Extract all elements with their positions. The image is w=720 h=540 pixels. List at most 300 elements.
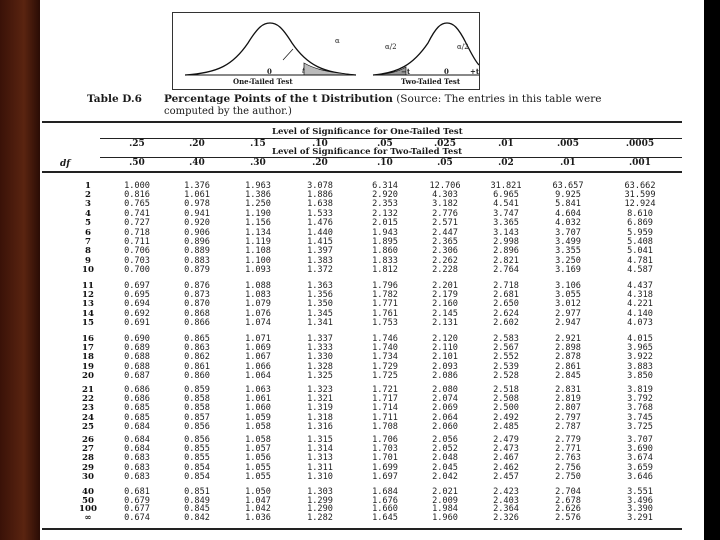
two-tailed-alpha-header: .05 xyxy=(437,158,453,168)
df-cell: 28 xyxy=(82,453,94,464)
t-value-cell: 0.860 xyxy=(184,370,210,381)
t-value-cell: 1.290 xyxy=(307,504,333,515)
t-value-cell: 1.303 xyxy=(307,487,333,497)
t-value-cell: 0.703 xyxy=(124,255,150,266)
t-value-cell: 1.341 xyxy=(307,317,333,328)
t-value-cell: 1.134 xyxy=(245,228,271,238)
t-value-cell: 3.250 xyxy=(555,255,581,266)
t-value-cell: 1.734 xyxy=(372,352,398,363)
t-value-cell: 1.721 xyxy=(372,385,398,395)
df-cell: ∞ xyxy=(84,512,92,523)
t-value-cell: 1.063 xyxy=(245,385,271,395)
t-value-cell: 0.686 xyxy=(124,385,150,395)
t-value-cell: 0.863 xyxy=(184,343,210,354)
t-value-cell: 6.314 xyxy=(372,181,398,191)
t-value-cell: 1.725 xyxy=(372,370,398,381)
t-value-cell: 3.819 xyxy=(627,385,653,395)
t-value-cell: 2.201 xyxy=(432,281,458,291)
t-value-cell: 1.782 xyxy=(372,290,398,301)
t-value-cell: 0.695 xyxy=(124,290,150,301)
t-value-cell: 1.315 xyxy=(307,435,333,445)
df-cell: 15 xyxy=(82,317,94,328)
t-value-cell: 1.684 xyxy=(372,487,398,497)
plus-t-label: +t xyxy=(470,67,480,76)
t-value-cell: 1.055 xyxy=(245,471,271,482)
t-value-cell: 0.694 xyxy=(124,299,150,310)
t-value-cell: 3.725 xyxy=(627,421,653,432)
t-value-cell: 1.729 xyxy=(372,361,398,372)
df-cell: 8 xyxy=(85,246,91,257)
t-value-cell: 0.879 xyxy=(184,264,210,275)
t-value-cell: 2.093 xyxy=(432,361,458,372)
t-value-cell: 3.646 xyxy=(627,471,653,482)
two-tailed-alpha-header: .20 xyxy=(312,158,328,168)
t-value-cell: 1.706 xyxy=(372,435,398,445)
t-value-cell: 0.856 xyxy=(184,435,210,445)
t-value-cell: 1.058 xyxy=(245,421,271,432)
df-cell: 17 xyxy=(82,343,94,354)
t-value-cell: 1.328 xyxy=(307,361,333,372)
t-value-cell: 0.700 xyxy=(124,264,150,275)
t-value-cell: 2.120 xyxy=(432,334,458,344)
t-value-cell: 2.704 xyxy=(555,487,581,497)
df-cell: 30 xyxy=(82,471,94,482)
df-cell: 12 xyxy=(82,290,94,301)
t-value-cell: 0.683 xyxy=(124,462,150,473)
t-value-cell: 1.088 xyxy=(245,281,271,291)
t-value-cell: 0.685 xyxy=(124,412,150,423)
t-value-cell: 2.861 xyxy=(555,361,581,372)
t-value-cell: 1.093 xyxy=(245,264,271,275)
t-value-cell: 0.718 xyxy=(124,228,150,238)
t-value-cell: 0.683 xyxy=(124,453,150,464)
t-value-cell: 2.042 xyxy=(432,471,458,482)
t-value-cell: 2.977 xyxy=(555,308,581,319)
t-value-cell: 2.583 xyxy=(493,334,519,344)
t-value-cell: 2.764 xyxy=(493,264,519,275)
t-value-cell: 3.792 xyxy=(627,394,653,405)
t-value-cell: 63.657 xyxy=(552,181,584,191)
t-value-cell: 1.066 xyxy=(245,361,271,372)
t-value-cell: 0.858 xyxy=(184,394,210,405)
t-value-cell: 1.699 xyxy=(372,462,398,473)
t-value-cell: 0.690 xyxy=(124,334,150,344)
t-value-cell: 1.397 xyxy=(307,246,333,257)
t-value-cell: 1.057 xyxy=(245,444,271,455)
t-value-cell: 0.686 xyxy=(124,394,150,405)
table-title xyxy=(164,93,601,105)
t-value-cell: 1.060 xyxy=(245,403,271,414)
t-value-cell: 0.697 xyxy=(124,281,150,291)
t-value-cell: 1.047 xyxy=(245,495,271,506)
t-value-cell: 3.055 xyxy=(555,290,581,301)
two-tailed-alpha-header: .01 xyxy=(560,158,576,168)
t-value-cell: 1.119 xyxy=(245,237,271,248)
df-cell: 19 xyxy=(82,361,94,372)
df-cell: 50 xyxy=(82,495,94,506)
t-value-cell: 2.473 xyxy=(493,444,519,455)
t-value-cell: 2.015 xyxy=(372,217,398,228)
t-value-cell: 1.311 xyxy=(307,462,333,473)
two-tailed-alpha-header: .50 xyxy=(129,158,145,168)
t-value-cell: 1.833 xyxy=(372,255,398,266)
t-value-cell: 3.707 xyxy=(555,228,581,238)
document-page xyxy=(40,0,704,540)
df-cell: 23 xyxy=(82,403,94,414)
t-value-cell: 0.906 xyxy=(184,228,210,238)
t-value-cell: 2.457 xyxy=(493,471,519,482)
t-value-cell: 3.674 xyxy=(627,453,653,464)
t-value-cell: 2.756 xyxy=(555,462,581,473)
t-value-cell: 1.330 xyxy=(307,352,333,363)
t-value-cell: 0.842 xyxy=(184,512,210,523)
t-value-cell: 2.821 xyxy=(493,255,519,266)
t-value-cell: 1.071 xyxy=(245,334,271,344)
t-value-cell: 0.692 xyxy=(124,308,150,319)
df-cell: 18 xyxy=(82,352,94,363)
t-value-cell: 5.959 xyxy=(627,228,653,238)
t-value-cell: 1.337 xyxy=(307,334,333,344)
two-tailed-alpha-header: .30 xyxy=(250,158,266,168)
t-value-cell: 0.857 xyxy=(184,412,210,423)
t-value-cell: 0.684 xyxy=(124,435,150,445)
t-value-cell: 2.787 xyxy=(555,421,581,432)
t-value-cell: 0.941 xyxy=(184,208,210,219)
t-value-cell: 1.250 xyxy=(245,199,271,210)
t-value-cell: 0.865 xyxy=(184,334,210,344)
t-value-cell: 2.681 xyxy=(493,290,519,301)
t-value-cell: 0.845 xyxy=(184,504,210,515)
two-tailed-caption: Two-Tailed Test xyxy=(401,77,461,86)
t-value-cell: 0.706 xyxy=(124,246,150,257)
t-value-cell: 5.841 xyxy=(555,199,581,210)
one-tailed-level-label: Level of Significance for One-Tailed Test xyxy=(272,127,463,137)
t-value-cell: 6.965 xyxy=(493,190,519,201)
t-value-cell: 2.650 xyxy=(493,299,519,310)
t-value-cell: 2.576 xyxy=(555,512,581,523)
t-value-cell: 1.100 xyxy=(245,255,271,266)
t-value-cell: 2.539 xyxy=(493,361,519,372)
t-value-cell: 2.624 xyxy=(493,308,519,319)
t-value-cell: 3.106 xyxy=(555,281,581,291)
t-value-cell: 1.064 xyxy=(245,370,271,381)
t-value-cell: 0.854 xyxy=(184,462,210,473)
t-value-cell: 2.086 xyxy=(432,370,458,381)
t-value-cell: 2.797 xyxy=(555,412,581,423)
t-value-cell: 1.067 xyxy=(245,352,271,363)
t-value-cell: 12.706 xyxy=(429,181,461,191)
t-value-cell: 2.898 xyxy=(555,343,581,354)
df-cell: 29 xyxy=(82,462,94,473)
df-cell: 13 xyxy=(82,299,94,310)
t-value-cell: 2.508 xyxy=(493,394,519,405)
one-tailed-alpha-header: .025 xyxy=(434,139,456,149)
t-value-cell: 0.855 xyxy=(184,453,210,464)
df-cell: 1 xyxy=(85,181,91,191)
t-value-cell: 1.895 xyxy=(372,237,398,248)
t-value-cell: 5.041 xyxy=(627,246,653,257)
t-value-cell: 1.714 xyxy=(372,403,398,414)
t-value-cell: 0.873 xyxy=(184,290,210,301)
t-value-cell: 31.599 xyxy=(624,190,656,201)
two-tailed-alpha-header: .001 xyxy=(629,158,651,168)
df-cell: 11 xyxy=(82,281,94,291)
t-value-cell: 1.984 xyxy=(432,504,458,515)
t-value-cell: 1.476 xyxy=(307,217,333,228)
t-value-cell: 1.363 xyxy=(307,281,333,291)
df-cell: 14 xyxy=(82,308,94,319)
t-value-cell: 4.032 xyxy=(555,217,581,228)
t-value-cell: 3.745 xyxy=(627,412,653,423)
t-value-cell: 3.291 xyxy=(627,512,653,523)
t-value-cell: 2.947 xyxy=(555,317,581,328)
t-value-cell: 3.883 xyxy=(627,361,653,372)
t-value-cell: 2.262 xyxy=(432,255,458,266)
slide-background-left xyxy=(0,0,40,540)
t-value-cell: 2.101 xyxy=(432,352,458,363)
t-value-cell: 1.960 xyxy=(432,512,458,523)
df-cell: 5 xyxy=(85,217,91,228)
df-cell: 6 xyxy=(85,228,91,238)
t-value-cell: 1.812 xyxy=(372,264,398,275)
t-value-cell: 2.998 xyxy=(493,237,519,248)
t-value-cell: 4.015 xyxy=(627,334,653,344)
t-value-cell: 2.479 xyxy=(493,435,519,445)
t-value-cell: 1.386 xyxy=(245,190,271,201)
t-value-cell: 2.132 xyxy=(372,208,398,219)
df-cell: 16 xyxy=(82,334,94,344)
df-header: df xyxy=(60,159,71,169)
t-value-cell: 1.697 xyxy=(372,471,398,482)
df-cell: 3 xyxy=(85,199,91,210)
df-cell: 4 xyxy=(85,208,91,219)
t-value-cell: 3.499 xyxy=(555,237,581,248)
t-value-cell: 0.683 xyxy=(124,471,150,482)
t-value-cell: 3.551 xyxy=(627,487,653,497)
t-value-cell: 1.061 xyxy=(184,190,210,201)
t-value-cell: 63.662 xyxy=(624,181,656,191)
t-value-cell: 2.921 xyxy=(555,334,581,344)
minus-t-label: −t xyxy=(401,67,411,76)
t-value-cell: 2.160 xyxy=(432,299,458,310)
df-cell: 27 xyxy=(82,444,94,455)
t-value-cell: 1.717 xyxy=(372,394,398,405)
t-value-cell: 1.886 xyxy=(307,190,333,201)
t-value-cell: 2.365 xyxy=(432,237,458,248)
t-value-cell: 1.761 xyxy=(372,308,398,319)
df-cell: 24 xyxy=(82,412,94,423)
table-source: (Source: The entries in this table were xyxy=(396,93,602,105)
table-title-text: Percentage Points of the t Distribution xyxy=(164,93,393,105)
t-value-cell: 1.753 xyxy=(372,317,398,328)
t-value-cell: 1.061 xyxy=(245,394,271,405)
t-value-cell: 2.763 xyxy=(555,453,581,464)
t-value-cell: 0.691 xyxy=(124,317,150,328)
t-value-cell: 1.372 xyxy=(307,264,333,275)
df-cell: 100 xyxy=(79,504,97,515)
t-value-cell: 2.423 xyxy=(493,487,519,497)
t-value-cell: 2.009 xyxy=(432,495,458,506)
one-tailed-alpha-header: .15 xyxy=(250,139,266,149)
t-value-cell: 2.069 xyxy=(432,403,458,414)
df-cell: 40 xyxy=(82,487,94,497)
header-bottom-rule xyxy=(42,171,682,173)
t-value-cell: 2.678 xyxy=(555,495,581,506)
t-value-cell: 2.776 xyxy=(432,208,458,219)
t-value-cell: 1.325 xyxy=(307,370,333,381)
t-value-cell: 4.073 xyxy=(627,317,653,328)
t-value-cell: 1.376 xyxy=(184,181,210,191)
t-value-cell: 12.924 xyxy=(624,199,656,210)
t-value-cell: 0.711 xyxy=(124,237,150,248)
t-value-cell: 1.356 xyxy=(307,290,333,301)
t-value-cell: 1.638 xyxy=(307,199,333,210)
t-value-cell: 4.303 xyxy=(432,190,458,201)
alpha-half-left-label: α/2 xyxy=(385,43,397,51)
t-value-cell: 0.856 xyxy=(184,421,210,432)
t-value-cell: 1.083 xyxy=(245,290,271,301)
t-value-cell: 4.437 xyxy=(627,281,653,291)
one-tailed-alpha-header: .0005 xyxy=(625,139,655,149)
one-tailed-alpha-header: .10 xyxy=(312,139,328,149)
t-value-cell: 0.859 xyxy=(184,385,210,395)
t-value-cell: 0.765 xyxy=(124,199,150,210)
t-value-cell: 2.878 xyxy=(555,352,581,363)
t-value-cell: 1.321 xyxy=(307,394,333,405)
t-value-cell: 0.876 xyxy=(184,281,210,291)
t-value-cell: 2.048 xyxy=(432,453,458,464)
t-value-cell: 1.059 xyxy=(245,412,271,423)
t-value-cell: 2.528 xyxy=(493,370,519,381)
t-value-cell: 1.415 xyxy=(307,237,333,248)
t-value-cell: 1.056 xyxy=(245,453,271,464)
t-value-cell: 31.821 xyxy=(490,181,522,191)
t-value-cell: 3.659 xyxy=(627,462,653,473)
table-source-continued: computed by the author.) xyxy=(164,106,292,117)
t-value-cell: 3.182 xyxy=(432,199,458,210)
t-value-cell: 1.533 xyxy=(307,208,333,219)
df-cell: 7 xyxy=(85,237,91,248)
t-value-cell: 1.703 xyxy=(372,444,398,455)
t-value-cell: 3.012 xyxy=(555,299,581,310)
t-value-cell: 0.727 xyxy=(124,217,150,228)
t-value-cell: 1.069 xyxy=(245,343,271,354)
t-value-cell: 1.079 xyxy=(245,299,271,310)
t-value-cell: 1.796 xyxy=(372,281,398,291)
t-value-cell: 0.685 xyxy=(124,403,150,414)
t-value-cell: 2.060 xyxy=(432,421,458,432)
t-value-cell: 2.845 xyxy=(555,370,581,381)
t-value-cell: 2.056 xyxy=(432,435,458,445)
df-cell: 25 xyxy=(82,421,94,432)
t-value-cell: 2.145 xyxy=(432,308,458,319)
t-value-cell: 1.943 xyxy=(372,228,398,238)
df-cell: 2 xyxy=(85,190,91,201)
t-value-cell: 2.021 xyxy=(432,487,458,497)
t-value-cell: 0.816 xyxy=(124,190,150,201)
t-value-cell: 1.042 xyxy=(245,504,271,515)
alpha-half-right-label: α/2 xyxy=(457,43,469,51)
t-value-cell: 2.403 xyxy=(493,495,519,506)
t-value-cell: 1.050 xyxy=(245,487,271,497)
two-tailed-level-label: Level of Significance for Two-Tailed Test xyxy=(272,147,463,157)
t-value-cell: 3.747 xyxy=(493,208,519,219)
t-value-cell: 2.771 xyxy=(555,444,581,455)
t-value-cell: 2.131 xyxy=(432,317,458,328)
t-value-cell: 1.746 xyxy=(372,334,398,344)
table-bottom-rule xyxy=(42,528,682,530)
t-value-cell: 1.282 xyxy=(307,512,333,523)
t-value-cell: 0.687 xyxy=(124,370,150,381)
two-tailed-alpha-header: .40 xyxy=(189,158,205,168)
t-value-cell: 1.333 xyxy=(307,343,333,354)
t-value-cell: 1.190 xyxy=(245,208,271,219)
t-value-cell: 3.365 xyxy=(493,217,519,228)
t-value-cell: 2.602 xyxy=(493,317,519,328)
one-tailed-alpha-header: .20 xyxy=(189,139,205,149)
t-value-cell: 0.679 xyxy=(124,495,150,506)
t-value-cell: 3.690 xyxy=(627,444,653,455)
t-value-cell: 0.849 xyxy=(184,495,210,506)
t-value-cell: 1.036 xyxy=(245,512,271,523)
t-value-cell: 2.807 xyxy=(555,403,581,414)
t-value-cell: 2.306 xyxy=(432,246,458,257)
t-distribution-figure xyxy=(172,12,480,90)
t-value-cell: 2.052 xyxy=(432,444,458,455)
t-value-cell: 2.080 xyxy=(432,385,458,395)
one-tailed-alpha-header: .05 xyxy=(377,139,393,149)
t-value-cell: 0.681 xyxy=(124,487,150,497)
t-value-cell: 1.740 xyxy=(372,343,398,354)
t-value-cell: 3.768 xyxy=(627,403,653,414)
t-value-cell: 4.587 xyxy=(627,264,653,275)
t-value-cell: 3.707 xyxy=(627,435,653,445)
t-value-cell: 0.861 xyxy=(184,361,210,372)
t-value-cell: 1.711 xyxy=(372,412,398,423)
t-value-cell: 6.869 xyxy=(627,217,653,228)
t-value-cell: 0.689 xyxy=(124,343,150,354)
t-value-cell: 1.314 xyxy=(307,444,333,455)
t-value-cell: 3.965 xyxy=(627,343,653,354)
t-value-cell: 1.701 xyxy=(372,453,398,464)
t-value-cell: 0.854 xyxy=(184,471,210,482)
t-value-cell: 4.140 xyxy=(627,308,653,319)
t-value-cell: 2.750 xyxy=(555,471,581,482)
t-value-cell: 3.355 xyxy=(555,246,581,257)
t-value-cell: 3.496 xyxy=(627,495,653,506)
t-value-cell: 2.492 xyxy=(493,412,519,423)
t-value-cell: 1.350 xyxy=(307,299,333,310)
t-value-cell: 1.645 xyxy=(372,512,398,523)
t-value-cell: 2.467 xyxy=(493,453,519,464)
t-value-cell: 1.383 xyxy=(307,255,333,266)
t-value-cell: 0.868 xyxy=(184,308,210,319)
t-value-cell: 2.462 xyxy=(493,462,519,473)
t-value-cell: 2.326 xyxy=(493,512,519,523)
t-value-cell: 0.978 xyxy=(184,199,210,210)
t-value-cell: 2.779 xyxy=(555,435,581,445)
t-value-cell: 3.922 xyxy=(627,352,653,363)
t-value-cell: 1.074 xyxy=(245,317,271,328)
df-cell: 9 xyxy=(85,255,91,266)
t-value-cell: 0.862 xyxy=(184,352,210,363)
one-tailed-caption: One-Tailed Test xyxy=(233,77,293,86)
t-value-cell: 0.674 xyxy=(124,512,150,523)
t-value-cell: 3.143 xyxy=(493,228,519,238)
t-value-cell: 2.485 xyxy=(493,421,519,432)
t-value-cell: 2.518 xyxy=(493,385,519,395)
t-value-cell: 5.408 xyxy=(627,237,653,248)
